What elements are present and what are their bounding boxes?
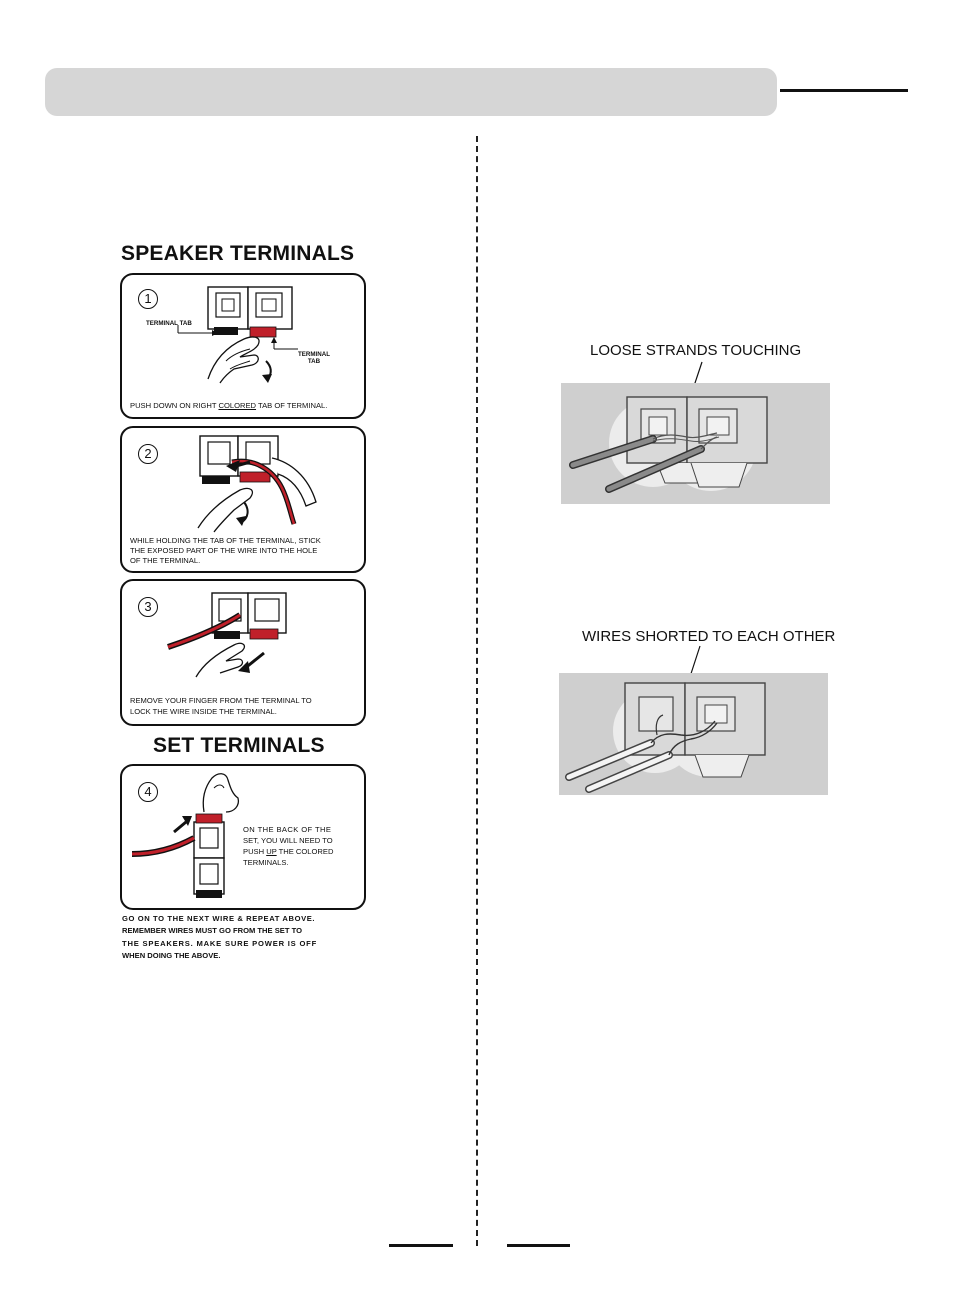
step-4-number: 4 (138, 782, 158, 802)
step-4-caption-line-1: ON THE BACK OF THE (243, 825, 332, 834)
note-line-2: REMEMBER WIRES MUST GO FROM THE SET TO (122, 926, 303, 936)
wires-shorted-label: WIRES SHORTED TO EACH OTHER (582, 628, 836, 645)
step-3-caption-line-1: REMOVE YOUR FINGER FROM THE TERMINAL TO (130, 696, 312, 705)
step-2-caption-line-1: WHILE HOLDING THE TAB OF THE TERMINAL, STICK (130, 536, 321, 545)
step-3-number: 3 (138, 597, 158, 617)
wires-shorted-photo (559, 673, 828, 795)
step-2-number: 2 (138, 444, 158, 464)
step-4-caption-line-4: TERMINALS. (243, 858, 289, 867)
step-3-caption-line-2: LOCK THE WIRE INSIDE THE TERMINAL. (130, 707, 277, 716)
loose-strands-photo (561, 383, 830, 504)
note-line-1: GO ON TO THE NEXT WIRE & REPEAT ABOVE. (122, 914, 316, 923)
step-1-caption-part-1: PUSH DOWN ON RIGHT (130, 401, 219, 410)
speaker-terminals-title: SPEAKER TERMINALS (121, 242, 355, 265)
step-2-caption-line-2: THE EXPOSED PART OF THE WIRE INTO THE HOLE (130, 546, 318, 555)
terminal-tab-label-right-2: TAB (307, 358, 321, 365)
step-1-caption-part-2: TAB OF TERMINAL. (256, 401, 328, 410)
loose-strands-label: LOOSE STRANDS TOUCHING (590, 342, 802, 359)
wires-shorted-photo-drawing (559, 673, 828, 795)
note-line-3: THE SPEAKERS. MAKE SURE POWER IS OFF (122, 938, 318, 948)
step-4-caption-underlined: UP (266, 847, 277, 856)
step-4-caption-line-3-part-1: PUSH (243, 847, 267, 856)
note-line-4: WHEN DOING THE ABOVE. (122, 951, 221, 961)
loose-strands-photo-drawing (561, 383, 830, 504)
step-2-caption-line-3: OF THE TERMINAL. (130, 556, 201, 565)
step-4-caption-line-2: SET, YOU WILL NEED TO (243, 836, 333, 845)
terminal-tab-label-left: TERMINAL TAB (146, 320, 192, 327)
step-1-number: 1 (138, 289, 158, 309)
footer-rule-right (507, 1244, 570, 1247)
terminal-tab-label-right-1: TERMINAL (298, 351, 330, 358)
footer-rule-left (389, 1244, 453, 1247)
step-4-caption-line-3-part-2: THE COLORED (276, 847, 334, 856)
step-1-caption-underlined: COLORED (218, 401, 257, 410)
set-terminals-title: SET TERMINALS (153, 734, 325, 757)
